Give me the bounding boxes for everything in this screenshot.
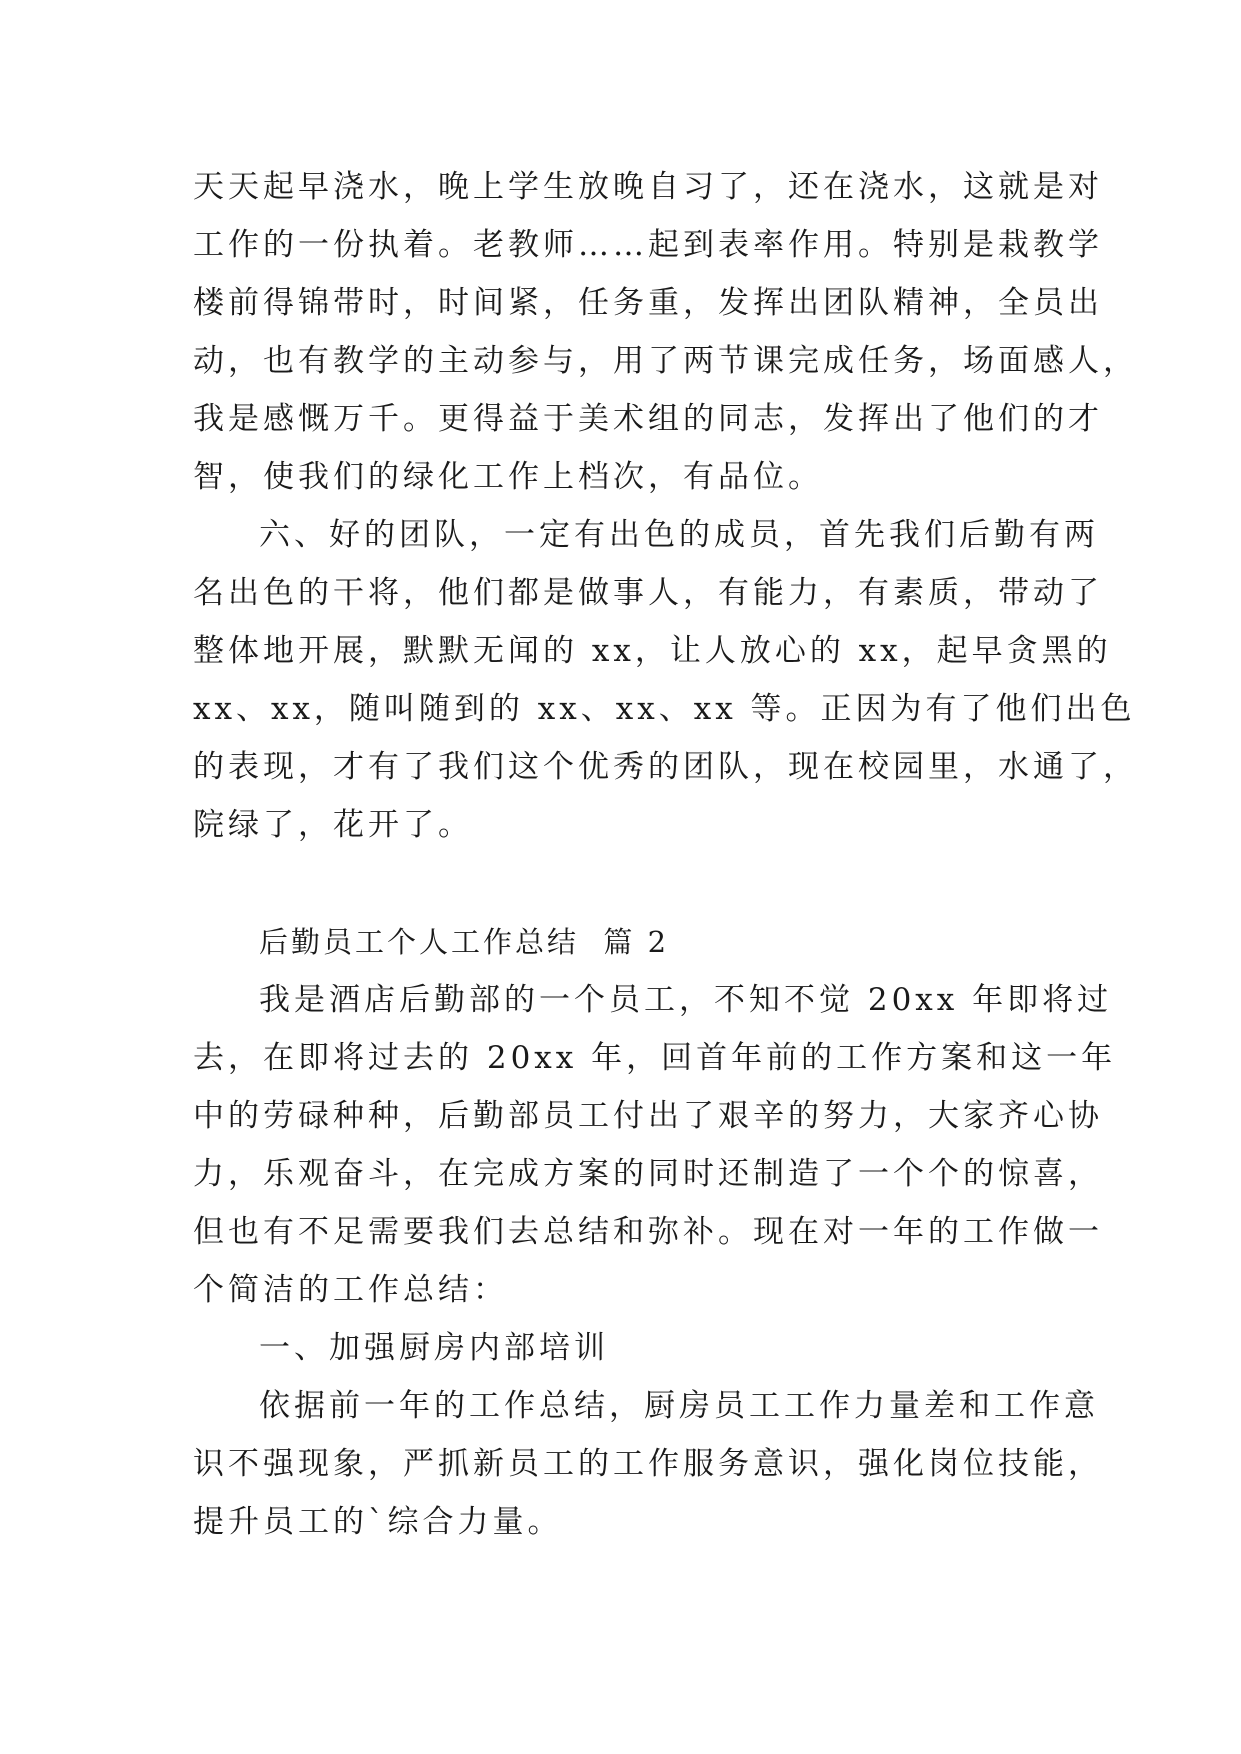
text-line: 中的劳碌种种，后勤部员工付出了艰辛的努力，大家齐心协: [193, 1098, 1103, 1134]
text-line: 但也有不足需要我们去总结和弥补。现在对一年的工作做一: [193, 1214, 1103, 1250]
subheading: 一、加强厨房内部培训: [259, 1330, 609, 1366]
text-line: 我是酒店后勤部的一个员工，不知不觉 20xx 年即将过: [259, 982, 1113, 1018]
text-line: 力，乐观奋斗，在完成方案的同时还制造了一个个的惊喜，: [193, 1156, 1103, 1192]
text-line: 个简洁的工作总结：: [193, 1272, 508, 1308]
text-line: 提升员工的`综合力量。: [193, 1504, 563, 1540]
paragraph-point-six: [193, 506, 1138, 854]
text-line: xx、xx，随叫随到的 xx、xx、xx 等。正因为有了他们出色: [193, 691, 1136, 727]
text-line: 智，使我们的绿化工作上档次，有品位。: [193, 459, 823, 495]
text-line: 名出色的干将，他们都是做事人，有能力，有素质，带动了: [193, 575, 1103, 611]
section-title: 后勤员工个人工作总结 篇 2: [259, 925, 670, 959]
paragraph-continued: [193, 158, 1138, 506]
subheading-block: [193, 1319, 1063, 1377]
text-line: 依据前一年的工作总结，厨房员工工作力量差和工作意: [259, 1388, 1099, 1424]
text-line: 院绿了，花开了。: [193, 807, 473, 843]
paragraph-intro: [193, 971, 1117, 1319]
text-line: 楼前得锦带时，时间紧，任务重，发挥出团队精神，全员出: [193, 285, 1103, 321]
text-line: 我是感慨万千。更得益于美术组的同志，发挥出了他们的才: [193, 401, 1103, 437]
text-line: 工作的一份执着。老教师……起到表率作用。特别是栽教学: [193, 227, 1103, 263]
text-line: 的表现，才有了我们这个优秀的团队，现在校园里，水通了，: [193, 749, 1138, 785]
text-line: 整体地开展，默默无闻的 xx，让人放心的 xx，起早贪黑的: [193, 633, 1112, 669]
section-heading: [193, 913, 1063, 971]
text-line: 动，也有教学的主动参与，用了两节课完成任务，场面感人，: [193, 343, 1138, 379]
text-line: 天天起早浇水，晚上学生放晚自习了，还在浇水，这就是对: [193, 169, 1103, 205]
text-line: 识不强现象，严抓新员工的工作服务意识，强化岗位技能，: [193, 1446, 1103, 1482]
text-line: 去，在即将过去的 20xx 年，回首年前的工作方案和这一年: [193, 1040, 1117, 1076]
paragraph-body: [193, 1377, 1103, 1551]
text-line: 六、好的团队，一定有出色的成员，首先我们后勤有两: [259, 517, 1099, 553]
